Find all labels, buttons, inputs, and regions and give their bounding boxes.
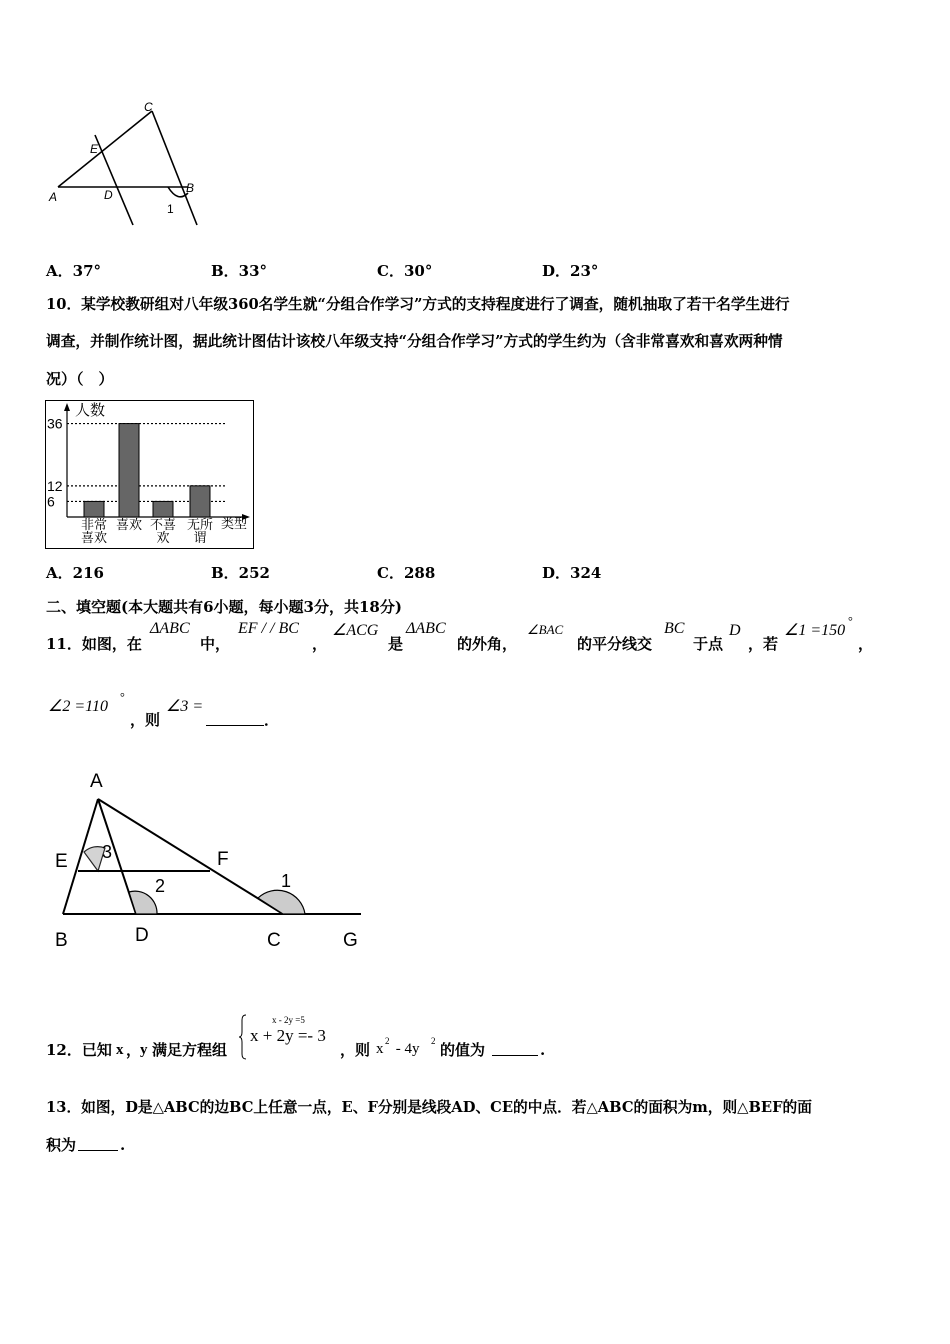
q12-text2: 满足方程组	[152, 1041, 228, 1059]
q11-ruo: ，若	[748, 635, 779, 653]
angle-1-shade	[258, 890, 305, 914]
q10-line-3: 况）（ ）	[46, 370, 114, 388]
q9-option-b[interactable]: B．33°	[211, 262, 268, 280]
category-label: 喜欢	[115, 517, 143, 532]
q12-expr-mid: - 4y	[392, 1041, 420, 1057]
label-A: A	[90, 771, 103, 792]
q12-after: 的值为	[440, 1041, 486, 1059]
category-label: 无所	[186, 517, 214, 532]
q9-option-c[interactable]: C．30°	[377, 262, 433, 280]
side-cb-extended	[152, 111, 197, 225]
category-label: 非常	[80, 517, 108, 532]
q12-end: .	[540, 1041, 546, 1059]
category-label: 不喜	[149, 517, 177, 532]
label-3: 3	[102, 842, 113, 862]
q9-figure	[40, 95, 220, 235]
q10-option-a[interactable]: A．216	[46, 564, 104, 582]
q11-triangle-abc: ΔABC	[150, 620, 190, 637]
q12-answer-blank[interactable]	[492, 1041, 538, 1056]
q9-option-a[interactable]: A．37°	[46, 262, 102, 280]
q11-angle1-value: ∠1 =150	[784, 622, 846, 639]
q10-option-c[interactable]: C．288	[377, 564, 436, 582]
q10-line-1: 10．某学校教研组对八年级360名学生就“分组合作学习”方式的支持程度进行了调查，随机抽取了若干名学生进行	[46, 296, 790, 313]
q13-line-2a: 积为	[46, 1136, 77, 1154]
q10-line-2: 调查，并制作统计图，据此统计图估计该校八年级支持“分组合作学习”方式的学生约为（含非常喜欢和喜欢两种情	[46, 333, 783, 350]
q11-waijiao: 的外角，	[457, 635, 518, 653]
q12-brace-icon	[238, 1014, 248, 1060]
label-2: 2	[155, 876, 166, 896]
category-label: 欢	[156, 530, 170, 545]
q11-yudian: 于点	[693, 635, 724, 653]
q11-angle3: ∠3 =	[166, 698, 204, 715]
label-C: C	[144, 100, 153, 114]
q12-sq-1: 2	[385, 1036, 390, 1046]
q11-angle2-value: ∠2 =110	[48, 698, 108, 715]
section-2-heading: 二、填空题(本大题共有6小题，每小题3分，共18分)	[46, 598, 402, 616]
q13-line-1: 13．如图，D是△ABC的边BC上任意一点，E、F分别是线段AD、CE的中点．若△ABC的面积为m，则△BEF的面	[46, 1099, 812, 1116]
q12-equation-bottom: x + 2y =- 3	[250, 1026, 326, 1045]
q11-comma: ，	[312, 635, 328, 653]
q11-pingfen: 的平分线交	[577, 635, 653, 653]
label-C: C	[267, 930, 281, 951]
q13-line-2b: .	[120, 1136, 126, 1154]
q11-num: 11．如图，在	[46, 635, 142, 653]
label-F: F	[217, 849, 229, 870]
label-G: G	[343, 930, 358, 951]
side-ac	[98, 799, 283, 914]
category-label: 喜欢	[80, 530, 108, 545]
q9-option-d[interactable]: D．23°	[542, 262, 599, 280]
q11-angle-bac: ∠BAC	[527, 622, 564, 637]
q10-bar-chart	[45, 400, 254, 549]
label-D: D	[135, 925, 149, 946]
y-tick-label: 12	[47, 477, 63, 494]
side-ac	[58, 111, 152, 187]
bar-不喜欢	[153, 501, 173, 517]
q12-sep: ，	[126, 1041, 142, 1059]
label-A: A	[49, 190, 58, 204]
q11-zhong: 中，	[200, 635, 231, 653]
q11-triangle-abc-2: ΔABC	[406, 620, 446, 637]
q11-answer-blank[interactable]	[206, 711, 264, 726]
label-B: B	[55, 930, 68, 951]
bar-无所谓	[190, 486, 210, 517]
q12-ze: ，则	[340, 1041, 371, 1059]
q11-shi: 是	[388, 635, 404, 653]
y-tick-label: 6	[47, 493, 55, 510]
bar-非常喜欢	[84, 501, 104, 517]
label-E: E	[90, 142, 99, 156]
label-D: D	[104, 188, 113, 202]
q11-d: D	[729, 622, 741, 639]
y-tick-label: 36	[47, 415, 63, 432]
q11-ef-parallel-bc: EF / / BC	[238, 620, 299, 637]
q11-degree-2: °	[120, 690, 125, 704]
q11-figure	[45, 765, 375, 955]
q12-x: x	[116, 1042, 124, 1058]
q11-bc: BC	[664, 620, 685, 637]
q12-expr-x: x	[376, 1041, 384, 1057]
label-E: E	[55, 851, 68, 872]
q12-sq-2: 2	[431, 1036, 436, 1046]
q12-equation-top: x - 2y =5	[272, 1015, 305, 1025]
q10-option-d[interactable]: D．324	[542, 564, 602, 582]
angle-2-shade	[129, 891, 157, 914]
category-label: 谓	[193, 530, 207, 545]
q11-ze: ，则	[130, 711, 161, 729]
label-1: 1	[281, 871, 292, 891]
q11-end: ．	[264, 711, 280, 729]
x-axis-label: 类型	[221, 516, 248, 531]
q11-angle-acg: ∠ACG	[332, 622, 379, 639]
label-1: 1	[167, 202, 174, 216]
q12-y: y	[140, 1042, 148, 1058]
q13-answer-blank[interactable]	[78, 1136, 118, 1151]
line-through-d-e	[95, 135, 133, 225]
bar-喜欢	[119, 424, 139, 517]
q11-degree-1: °	[848, 614, 853, 628]
y-axis-label: 人数	[75, 402, 106, 419]
label-B: B	[186, 181, 195, 195]
q11-comma-2: ，	[858, 635, 874, 653]
q12-num: 12．已知	[46, 1041, 112, 1059]
q10-option-b[interactable]: B．252	[211, 564, 270, 582]
angle-1-arc	[168, 187, 188, 197]
